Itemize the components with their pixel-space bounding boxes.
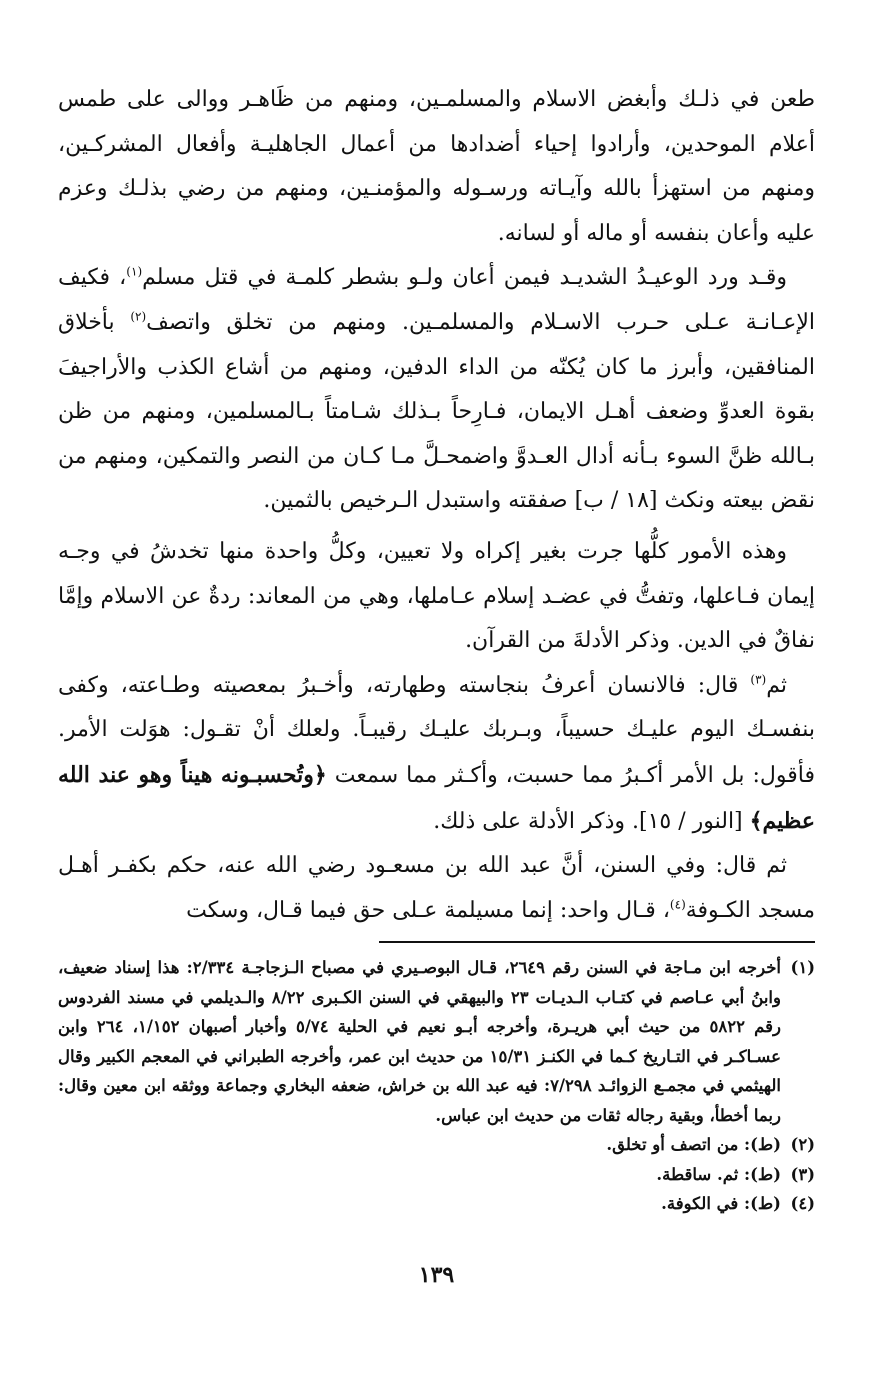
footnote <box>58 1160 815 1190</box>
paragraph <box>58 844 815 933</box>
footnote <box>58 1130 815 1160</box>
footnote-number: (٤) <box>790 1194 815 1214</box>
text-segment: بأخلاق المنافقين، وأبرز ما كان يُكنّه من الداء الدفين، ومنهم من أشاع الكذب والأراجيفَ بقوة العدوِّ وضعف أهـل الايمان، فـارِحاً بـذلك شـامتاً بـالمسلمين، ومنهم من ظن بـالله ظنَّ السوء بـأنه أدال العـدوَّ واضمحـلَّ مـا كـان من النصر والتمكين، ومنهم من نقض بيعته ونكث [١٨ / ب] صفقته واستبدل الـرخيص بالثمين. <box>58 309 815 514</box>
quran-verse: ﴿وتُحسبـونه هيناً وهو عند الله عظيم﴾ <box>58 761 815 834</box>
text-segment: ثم قال: وفي السنن، أنَّ عبد الله بن مسعـود رضي الله عنه، حكم بكفـر أهـل مسجد الكـوفة <box>58 853 815 923</box>
text-segment: طعن في ذلـك وأبغض الاسلام والمسلمـين، ومنهم من ظَاهـر ووالى على طمس أعلام الموحدين، وأرادوا إحياء أضدادها من أعمال الجاهليـة وأفعال المشركـين، ومنهم من استهزأ بالله وآيـاته ورسـوله والمؤمنـين، ومنهم من رضي بذلـك وعزم عليه وأعان بنفسه أو ماله أو لسانه. <box>58 87 815 246</box>
paragraph <box>58 256 815 524</box>
text-segment: [النور / ١٥]. وذكر الأدلة على ذلك. <box>433 808 750 834</box>
page-number: ١٣٩ <box>418 1262 455 1288</box>
text-segment: ، فكيف الإعـانـة عـلى حـرب الاسـلام والمسلمـين. ومنهم من تخلق واتصف <box>58 265 815 335</box>
text-segment: وقـد ورد الوعيـدُ الشديـد فيمن أعان ولـو بشطر كلمـة في قتل مسلم <box>142 265 788 291</box>
footnote-text: أخرجه ابن مـاجة في السنن رقم ٢٦٤٩، قـال البوصـيري في مصباح الـزجاجـة ٢/٣٣٤: هذا إسناد ضعيف، وابنُ أبي عـاصم في كتـاب الـديـات ٢٣ والبيهقي في السنن الكـبرى ٨/٢٢ والـديلمي في مسند الفردوس رقم ٥٨٢٢ من حيث أبي هريـرة، وأخرجه أبـو نعيم في الحلية ٥/٧٤ وأخبار أصبهان ١/١٥٢، ٢٦٤ وابن عسـاكـر في التـاريخ كـما في الكنـز ١٥/٣١ من حديث ابن عمر، وأخرجه الطبراني في المعجم الكبير وقال الهيثمي في مجمـع الزوائـد ٧/٢٩٨: فيه عبد الله بن خراش، ضعفه البخاري وجماعة ووثقه ابن معين وقال: ربما أخطأ، وبقية رجاله ثقات من حديث ابن عباس. <box>58 958 781 1125</box>
text-segment: ثم <box>766 672 787 698</box>
paragraph <box>58 530 815 664</box>
footnote-divider <box>379 941 815 943</box>
main-text <box>58 78 815 933</box>
footnote <box>58 953 815 1130</box>
text-segment: ، قـال واحد: إنما مسيلمة عـلى حق فيما قـال، وسكت <box>186 897 670 923</box>
paragraph <box>58 78 815 256</box>
footnotes <box>58 953 815 1219</box>
text-segment: قال: فالانسان أعرفُ بنجاسته وطهارته، وأخـبرُ بمعصيته وطـاعته، وكفى بنفسـك اليوم عليـك حسيباً، وبـربك عليـك رقيبـاً. ولعلك أنْ تقـول: هوَلت الأمر. فأقول: بل الأمر أكـبرُ مما حسبت، وأكـثر مما سمعت <box>58 672 815 788</box>
text-segment: وهذه الأمور كلُّها جرت بغير إكراه ولا تعيين، وكلُّ واحدة منها تخدشُ في وجـه إيمان فـاعلها، وتفتُّ في عضـد إسلام عـاملها، وهي من المعاند: ردةٌ عن الاسلام وإمَّا نفاقٌ في الدين. وذكر الأدلةَ من القرآن. <box>58 538 815 654</box>
paragraph <box>58 664 815 844</box>
footnote-text: (ط): في الكوفة. <box>661 1194 781 1214</box>
footnote-text: (ط): ثم. ساقطة. <box>656 1164 781 1184</box>
footnote-reference: (٣) <box>750 672 767 687</box>
footnote-number: (١) <box>790 958 815 978</box>
footnote-reference: (١) <box>126 265 143 280</box>
footnote-number: (٢) <box>790 1135 815 1155</box>
footnote <box>58 1189 815 1219</box>
footnote-number: (٣) <box>790 1164 815 1184</box>
footnote-text: (ط): من اتصف أو تخلق. <box>606 1135 781 1155</box>
footnote-reference: (٤) <box>669 897 686 912</box>
footnote-reference: (٢) <box>130 309 147 324</box>
